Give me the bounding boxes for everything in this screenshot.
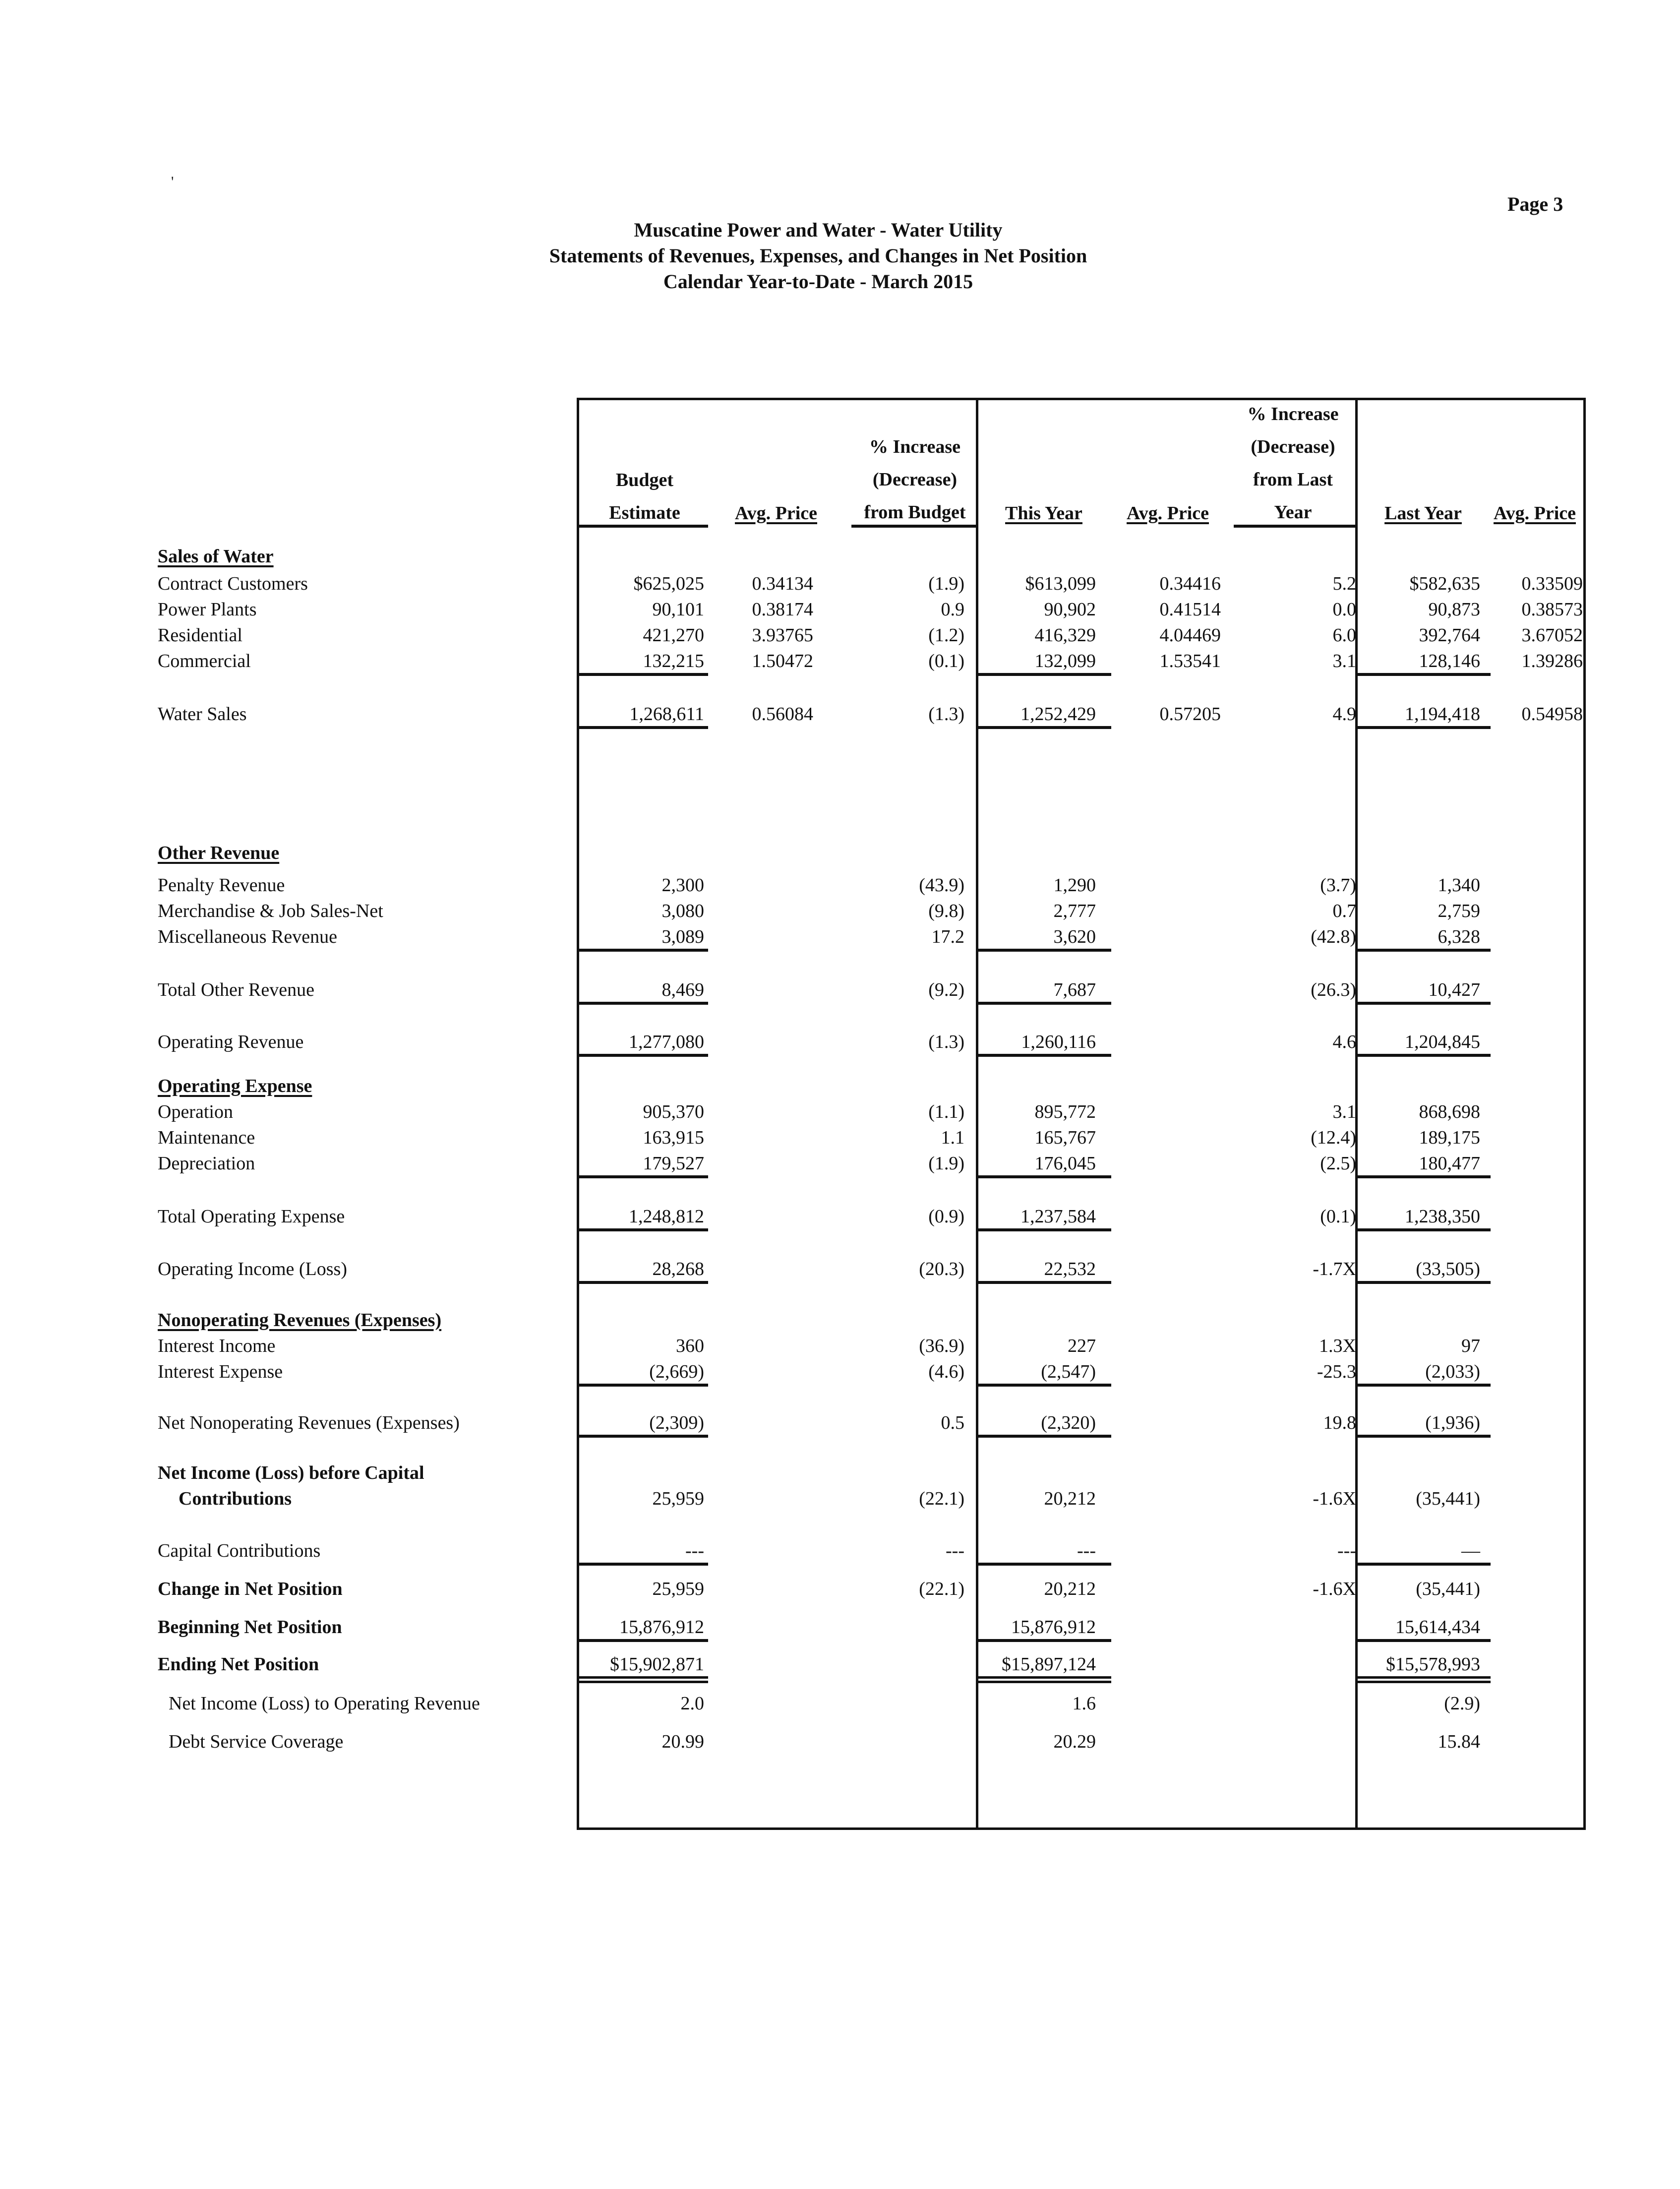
total-underline <box>579 1435 708 1438</box>
cell-budget: $15,902,871 <box>610 1654 704 1675</box>
total-underline <box>1358 1639 1491 1642</box>
col-last-year-avg-price: Avg. Price <box>1494 503 1576 524</box>
cell-this-year: 20,212 <box>1044 1488 1096 1509</box>
cell-budget: 25,959 <box>652 1488 704 1509</box>
total-underline <box>579 1563 708 1566</box>
cell-pct-last: 3.1 <box>1332 1101 1356 1122</box>
cell-last-year: 97 <box>1461 1336 1480 1356</box>
cell-budget: 8,469 <box>661 979 704 1000</box>
total-underline <box>1358 1175 1491 1178</box>
cell-last-year: 1,194,418 <box>1405 704 1480 725</box>
header-rule <box>851 525 977 528</box>
col-pct-from-budget: % Increase (Decrease) from Budget <box>864 436 966 523</box>
cell-pct-budget: (36.9) <box>919 1336 964 1356</box>
cell-pct-budget: (1.9) <box>928 573 964 594</box>
cell-pct-last: 6.0 <box>1332 625 1356 646</box>
cell-pct-budget: (22.1) <box>919 1579 964 1599</box>
cell-pct-last: 3.1 <box>1332 651 1356 671</box>
col-budget-estimate: Budget Estimate <box>609 470 680 523</box>
cell-budget-avg: 3.93765 <box>752 625 813 646</box>
cell-pct-last: -1.7X <box>1313 1259 1356 1279</box>
cell-last-avg: 3.67052 <box>1521 625 1583 646</box>
row-label: Merchandise & Job Sales-Net <box>158 901 383 921</box>
row-label: Total Operating Expense <box>158 1206 345 1227</box>
cell-budget: 360 <box>676 1336 704 1356</box>
cell-this-year: 416,329 <box>1034 625 1096 646</box>
cell-budget: 28,268 <box>652 1259 704 1279</box>
page-number: Page 3 <box>1507 193 1563 215</box>
total-underline <box>1358 949 1491 952</box>
double-underline <box>978 1676 1111 1683</box>
cell-this-year: 90,902 <box>1044 599 1096 620</box>
cell-budget: 1,268,611 <box>629 704 704 725</box>
total-underline <box>978 1435 1111 1438</box>
cell-pct-last: 0.7 <box>1332 901 1356 921</box>
row-label: Change in Net Position <box>158 1579 343 1599</box>
cell-pct-last: (0.1) <box>1320 1206 1356 1227</box>
cell-pct-budget: (1.3) <box>928 1032 964 1052</box>
stray-mark: ' <box>171 174 174 190</box>
total-underline <box>978 949 1111 952</box>
cell-pct-budget: (4.6) <box>928 1361 964 1382</box>
cell-this-avg: 0.34416 <box>1159 573 1221 594</box>
cell-pct-last: -1.6X <box>1313 1488 1356 1509</box>
cell-this-year: 3,620 <box>1053 926 1096 947</box>
cell-budget: 179,527 <box>643 1153 704 1174</box>
cell-pct-last: -25.3 <box>1317 1361 1356 1382</box>
cell-this-year: 22,532 <box>1044 1259 1096 1279</box>
cell-budget: 3,080 <box>661 901 704 921</box>
cell-pct-budget: (1.1) <box>928 1101 964 1122</box>
cell-pct-budget: 17.2 <box>931 926 964 947</box>
cell-budget-avg: 0.56084 <box>752 704 813 725</box>
cell-last-year: $15,578,993 <box>1386 1654 1480 1675</box>
cell-this-year: 15,876,912 <box>1011 1617 1096 1638</box>
total-underline <box>978 1175 1111 1178</box>
cell-pct-last: (2.5) <box>1320 1153 1356 1174</box>
cell-pct-budget: --- <box>946 1540 964 1561</box>
cell-this-year: --- <box>1077 1540 1096 1561</box>
cell-last-year: — <box>1461 1540 1480 1561</box>
total-underline <box>1358 726 1491 729</box>
report-title: Muscatine Power and Water - Water Utility <box>634 219 1003 241</box>
cell-pct-last: (26.3) <box>1311 979 1356 1000</box>
cell-this-year: 20,212 <box>1044 1579 1096 1599</box>
row-label: Net Nonoperating Revenues (Expenses) <box>158 1412 460 1433</box>
cell-this-avg: 0.41514 <box>1159 599 1221 620</box>
row-label: Interest Expense <box>158 1361 283 1382</box>
cell-pct-last: 4.9 <box>1332 704 1356 725</box>
cell-last-year: 128,146 <box>1419 651 1480 671</box>
row-label: Miscellaneous Revenue <box>158 926 337 947</box>
double-underline <box>579 1676 708 1683</box>
total-underline <box>978 1228 1111 1231</box>
cell-last-year: 189,175 <box>1419 1127 1480 1148</box>
header-rule <box>579 525 708 528</box>
row-label: Residential <box>158 625 242 646</box>
cell-this-avg: 1.53541 <box>1159 651 1221 671</box>
row-label: Total Other Revenue <box>158 979 315 1000</box>
cell-budget: 421,270 <box>643 625 704 646</box>
total-underline <box>978 1281 1111 1284</box>
total-underline <box>579 1384 708 1387</box>
cell-last-year: (2,033) <box>1425 1361 1480 1382</box>
row-label: Penalty Revenue <box>158 875 285 896</box>
cell-budget: 1,248,812 <box>629 1206 704 1227</box>
cell-this-year: $613,099 <box>1025 573 1096 594</box>
row-label: Net Income (Loss) to Operating Revenue <box>169 1693 480 1714</box>
cell-budget: (2,309) <box>649 1412 704 1433</box>
cell-budget: 3,089 <box>661 926 704 947</box>
cell-pct-budget: (9.2) <box>928 979 964 1000</box>
row-label: Beginning Net Position <box>158 1617 342 1638</box>
total-underline <box>579 1639 708 1642</box>
cell-this-year: 2,777 <box>1053 901 1096 921</box>
col-pct-from-last-year: % Increase (Decrease) from Last Year <box>1247 404 1339 523</box>
report-period: Calendar Year-to-Date - March 2015 <box>663 270 973 293</box>
total-underline <box>1358 1281 1491 1284</box>
col-this-year: This Year <box>1005 503 1082 524</box>
cell-this-year: 20.29 <box>1053 1731 1096 1752</box>
row-label-continued: Contributions <box>179 1488 292 1509</box>
total-underline <box>978 1384 1111 1387</box>
cell-this-year: 1,260,116 <box>1021 1032 1096 1052</box>
cell-this-year: 227 <box>1068 1336 1096 1356</box>
cell-last-year: 1,204,845 <box>1405 1032 1480 1052</box>
cell-this-year: 1,237,584 <box>1020 1206 1096 1227</box>
col-last-year: Last Year <box>1384 503 1462 524</box>
cell-this-year: 132,099 <box>1034 651 1096 671</box>
cell-budget: 15,876,912 <box>619 1617 704 1638</box>
row-label: Ending Net Position <box>158 1654 319 1675</box>
cell-this-year: 1,290 <box>1053 875 1096 896</box>
row-label: Contract Customers <box>158 573 308 594</box>
cell-pct-budget: 0.5 <box>941 1412 964 1433</box>
total-underline <box>579 1228 708 1231</box>
cell-budget: 163,915 <box>643 1127 704 1148</box>
cell-last-year: 180,477 <box>1419 1153 1480 1174</box>
cell-this-avg: 0.57205 <box>1159 704 1221 725</box>
cell-pct-last: --- <box>1337 1540 1356 1561</box>
cell-budget: 905,370 <box>643 1101 704 1122</box>
cell-pct-last: 0.0 <box>1332 599 1356 620</box>
cell-budget-avg: 0.34134 <box>752 573 813 594</box>
cell-last-year: (35,441) <box>1416 1579 1480 1599</box>
cell-pct-last: 5.2 <box>1332 573 1356 594</box>
cell-this-year: $15,897,124 <box>1002 1654 1096 1675</box>
total-underline <box>1358 1435 1491 1438</box>
cell-pct-budget: (9.8) <box>928 901 964 921</box>
row-label: Capital Contributions <box>158 1540 321 1561</box>
cell-this-year: 1.6 <box>1072 1693 1096 1714</box>
col-this-year-avg-price: Avg. Price <box>1127 503 1209 524</box>
double-underline <box>1358 1676 1491 1683</box>
cell-last-year: (2.9) <box>1444 1693 1480 1714</box>
cell-pct-last: (12.4) <box>1311 1127 1356 1148</box>
cell-last-year: (35,441) <box>1416 1488 1480 1509</box>
report-subtitle: Statements of Revenues, Expenses, and Changes in Net Position <box>549 244 1087 267</box>
header-rule <box>1234 525 1356 528</box>
cell-pct-last: 1.3X <box>1319 1336 1356 1356</box>
cell-this-year: 7,687 <box>1053 979 1096 1000</box>
cell-pct-budget: (22.1) <box>919 1488 964 1509</box>
cell-budget-avg: 1.50472 <box>752 651 813 671</box>
total-underline <box>978 1563 1111 1566</box>
row-label: Operating Revenue <box>158 1032 304 1052</box>
cell-this-year: 895,772 <box>1034 1101 1096 1122</box>
cell-last-avg: 0.38573 <box>1521 599 1583 620</box>
cell-pct-last: 19.8 <box>1323 1412 1356 1433</box>
total-underline <box>1358 673 1491 676</box>
cell-pct-budget: (20.3) <box>919 1259 964 1279</box>
total-underline <box>978 1639 1111 1642</box>
row-label: Net Income (Loss) before Capital <box>158 1462 424 1483</box>
row-label: Interest Income <box>158 1336 276 1356</box>
total-underline <box>579 1002 708 1005</box>
total-underline <box>978 1002 1111 1005</box>
row-label: Water Sales <box>158 704 247 725</box>
row-label: Maintenance <box>158 1127 255 1148</box>
total-underline <box>1358 1384 1491 1387</box>
cell-pct-budget: (43.9) <box>919 875 964 896</box>
cell-last-year: 15,614,434 <box>1395 1617 1480 1638</box>
cell-pct-budget: 0.9 <box>941 599 964 620</box>
row-label: Power Plants <box>158 599 257 620</box>
section-heading: Sales of Water <box>158 546 274 567</box>
cell-last-year: $582,635 <box>1409 573 1480 594</box>
cell-this-year: 1,252,429 <box>1020 704 1096 725</box>
total-underline <box>1358 1002 1491 1005</box>
cell-budget: 1,277,080 <box>629 1032 704 1052</box>
cell-last-year: 1,340 <box>1438 875 1480 896</box>
cell-budget: $625,025 <box>633 573 704 594</box>
cell-budget: 2.0 <box>680 1693 704 1714</box>
cell-last-year: 2,759 <box>1438 901 1480 921</box>
row-label: Commercial <box>158 651 251 671</box>
cell-this-year: (2,320) <box>1041 1412 1096 1433</box>
cell-pct-budget: (0.9) <box>928 1206 964 1227</box>
cell-pct-last: 4.6 <box>1332 1032 1356 1052</box>
cell-last-year: 1,238,350 <box>1405 1206 1480 1227</box>
cell-budget: 132,215 <box>643 651 704 671</box>
total-underline <box>579 1054 708 1057</box>
cell-this-year: 176,045 <box>1034 1153 1096 1174</box>
row-label: Operating Income (Loss) <box>158 1259 347 1279</box>
cell-this-year: (2,547) <box>1041 1361 1096 1382</box>
cell-pct-budget: (0.1) <box>928 651 964 671</box>
section-heading: Other Revenue <box>158 843 280 863</box>
section-heading: Operating Expense <box>158 1076 312 1096</box>
cell-pct-budget: 1.1 <box>941 1127 964 1148</box>
cell-budget: --- <box>685 1540 704 1561</box>
total-underline <box>579 949 708 952</box>
cell-this-avg: 4.04469 <box>1159 625 1221 646</box>
total-underline <box>978 726 1111 729</box>
cell-last-year: (1,936) <box>1425 1412 1480 1433</box>
total-underline <box>579 726 708 729</box>
cell-last-avg: 0.54958 <box>1521 704 1583 725</box>
row-label: Depreciation <box>158 1153 255 1174</box>
cell-pct-last: (3.7) <box>1320 875 1356 896</box>
cell-last-year: 868,698 <box>1419 1101 1480 1122</box>
col-budget-avg-price: Avg. Price <box>735 503 817 524</box>
total-underline <box>579 1281 708 1284</box>
cell-last-year: 90,873 <box>1428 599 1480 620</box>
total-underline <box>1358 1563 1491 1566</box>
cell-budget-avg: 0.38174 <box>752 599 813 620</box>
cell-budget: 2,300 <box>661 875 704 896</box>
cell-pct-last: (42.8) <box>1311 926 1356 947</box>
cell-budget: 90,101 <box>652 599 704 620</box>
cell-budget: 20.99 <box>661 1731 704 1752</box>
cell-pct-budget: (1.3) <box>928 704 964 725</box>
cell-last-year: 6,328 <box>1438 926 1480 947</box>
total-underline <box>1358 1054 1491 1057</box>
total-underline <box>978 1054 1111 1057</box>
total-underline <box>579 1175 708 1178</box>
cell-last-year: 10,427 <box>1428 979 1480 1000</box>
section-heading: Nonoperating Revenues (Expenses) <box>158 1310 442 1331</box>
cell-this-year: 165,767 <box>1034 1127 1096 1148</box>
cell-last-year: 392,764 <box>1419 625 1480 646</box>
row-label: Operation <box>158 1101 233 1122</box>
total-underline <box>1358 1228 1491 1231</box>
cell-budget: 25,959 <box>652 1579 704 1599</box>
cell-pct-last: -1.6X <box>1313 1579 1356 1599</box>
cell-pct-budget: (1.9) <box>928 1153 964 1174</box>
total-underline <box>978 673 1111 676</box>
cell-budget: (2,669) <box>649 1361 704 1382</box>
cell-pct-budget: (1.2) <box>928 625 964 646</box>
row-label: Debt Service Coverage <box>169 1731 344 1752</box>
total-underline <box>579 673 708 676</box>
cell-last-avg: 1.39286 <box>1521 651 1583 671</box>
cell-last-avg: 0.33509 <box>1521 573 1583 594</box>
cell-last-year: (33,505) <box>1416 1259 1480 1279</box>
cell-last-year: 15.84 <box>1438 1731 1480 1752</box>
